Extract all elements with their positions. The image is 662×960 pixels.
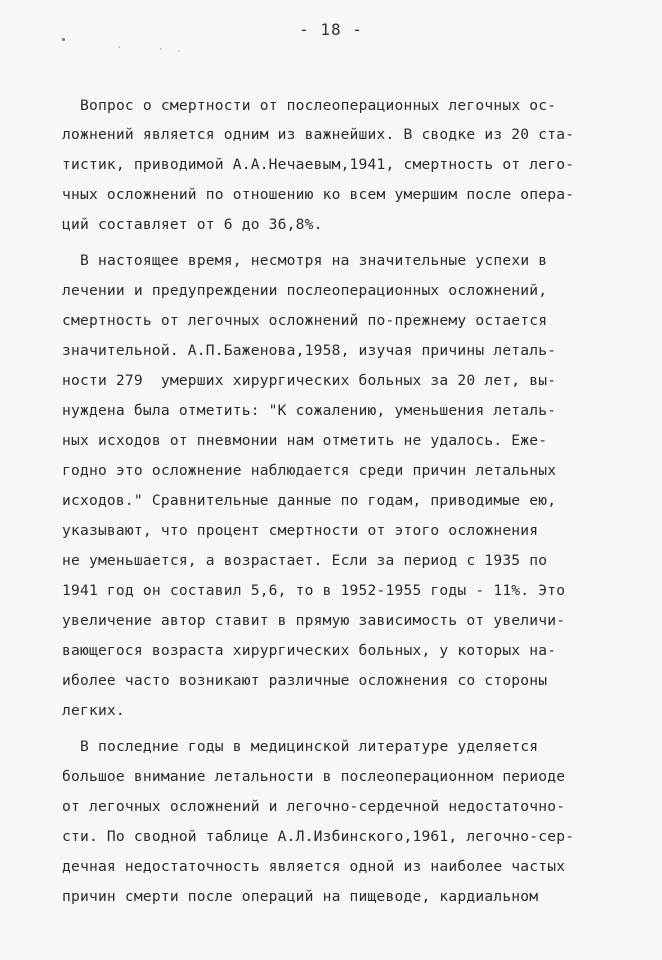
text-line: Вопрос о смертности от послеоперационных легочных ос- [80,97,557,114]
text-line: годно это осложнение наблюдается среди причин летальных [62,462,557,479]
text-line: причин смерти после операций на пищеводе, кардиальном [62,888,539,905]
text-line: В последние годы в медицинской литературе уделяется [80,738,539,755]
text-line: указывают, что процент смертности от этого осложнения [62,522,539,539]
text-line: большое внимание летальности в послеоперационном периоде [62,768,566,785]
text-line: от легочных осложнений и легочно-сердечной недостаточно- [62,798,566,815]
text-line: ности 279 умерших хирургических больных за 20 лет, вы- [62,372,557,389]
text-line: ложнений является одним из важнейших. В сводке из 20 ста- [62,126,575,143]
scan-speck [178,50,180,52]
text-line: В настоящее время, несмотря на значительные успехи в [80,252,548,269]
text-line: тистик, приводимой А.А.Нечаевым,1941, смертность от лего- [62,156,575,173]
text-line: нуждена была отметить: "К сожалению, уменьшения леталь- [62,402,557,419]
scan-speck [160,48,162,50]
scan-speck [62,38,65,41]
text-line: ций составляет от 6 до 36,8%. [62,216,323,233]
text-line: легких. [62,702,125,719]
scan-speck [118,46,120,48]
text-line: вающегося возраста хирургических больных, у которых на- [62,642,557,659]
text-line: иболее часто возникают различные осложнения со стороны [62,672,548,689]
text-line: чных осложнений по отношению ко всем умершим после опера- [62,186,575,203]
text-line: лечении и предупреждении послеоперационных осложнений, [62,282,548,299]
text-line: ных исходов от пневмонии нам отметить не удалось. Еже- [62,432,548,449]
text-line: увеличение автор ставит в прямую зависимость от увеличи- [62,612,566,629]
text-line: 1941 год он составил 5,6, то в 1952-1955 годы - 11%. Это [62,582,566,599]
text-line: дечная недостаточность является одной из наиболее частых [62,858,566,875]
page-number: - 18 - [299,20,363,39]
text-line: значительной. А.П.Баженова,1958, изучая причины леталь- [62,342,557,359]
text-line: смертность от легочных осложнений по-прежнему остается [62,312,548,329]
text-line: исходов." Сравнительные данные по годам, приводимые ею, [62,492,557,509]
text-line: сти. По сводной таблице А.Л.Избинского,1961, легочно-сер- [62,828,575,845]
text-line: не уменьшается, а возрастает. Если за период с 1935 по [62,552,548,569]
